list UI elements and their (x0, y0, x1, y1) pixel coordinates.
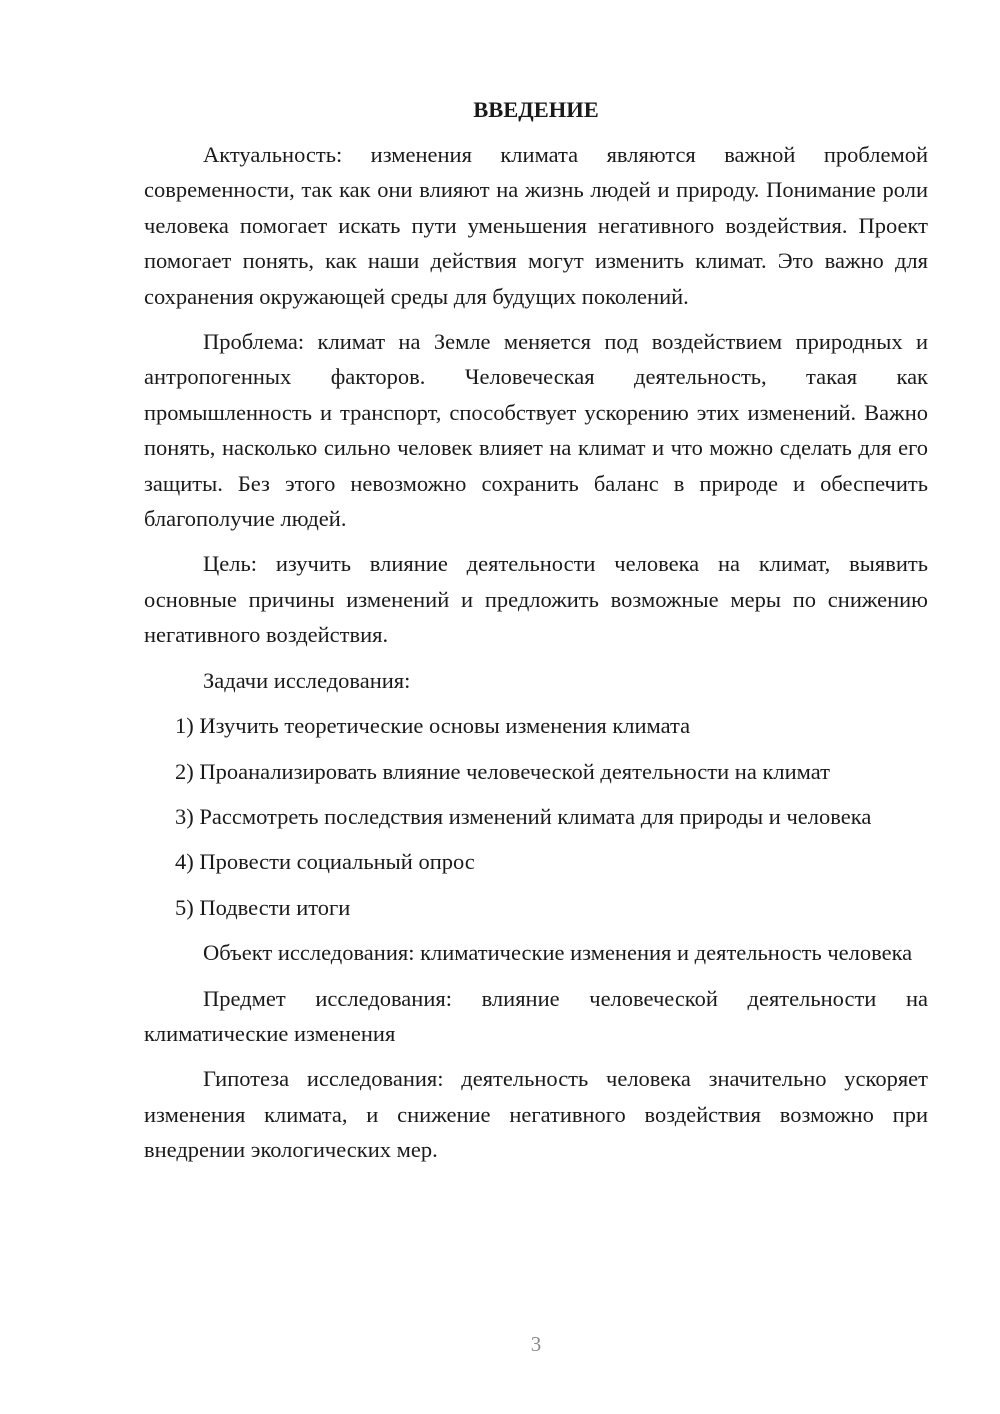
tasks-heading: Задачи исследования: (203, 667, 411, 693)
task-item: 4) Провести социальный опрос (175, 849, 475, 875)
problem-paragraph: Проблема: климат на Земле меняется под воздействием природных и антропогенных факторов. Человеческая деятельность, такая как промышленность и транспорт, способствует ускорению этих изменений. Важно понять, насколько сильно человек влияет на климат и что можно сделать для его защиты. Без этого невозможно сохранить баланс в природе и обеспечить благополучие людей. (144, 329, 928, 532)
subject-paragraph: Предмет исследования: влияние человеческой деятельности на климатические изменения (144, 985, 928, 1046)
object-paragraph: Объект исследования: климатические изменения и деятельность человека (203, 940, 913, 966)
document-page (144, 92, 928, 1178)
page-title: ВВЕДЕНИЕ (473, 97, 599, 122)
task-item: 3) Рассмотреть последствия изменений климата для природы и человека (175, 803, 872, 829)
relevance-paragraph: Актуальность: изменения климата являются важной проблемой современности, так как они влияют на жизнь людей и природу. Понимание роли человека помогает искать пути уменьшения негативного воздействия. Проект помогает понять, как наши действия могут изменить климат. Это важно для сохранения окружающей среды для будущих поколений. (144, 142, 928, 309)
goal-paragraph: Цель: изучить влияние деятельности человека на климат, выявить основные причины изменений и предложить возможные меры по снижению негативного воздействия. (144, 551, 928, 648)
hypothesis-paragraph: Гипотеза исследования: деятельность человека значительно ускоряет изменения климата, и снижение негативного воздействия возможно при внедрении экологических мер. (144, 1066, 928, 1163)
task-item: 5) Подвести итоги (175, 894, 351, 920)
task-item: 2) Проанализировать влияние человеческой деятельности на климат (175, 758, 830, 784)
page-number: 3 (530, 1332, 542, 1356)
task-item: 1) Изучить теоретические основы изменения климата (175, 713, 691, 739)
